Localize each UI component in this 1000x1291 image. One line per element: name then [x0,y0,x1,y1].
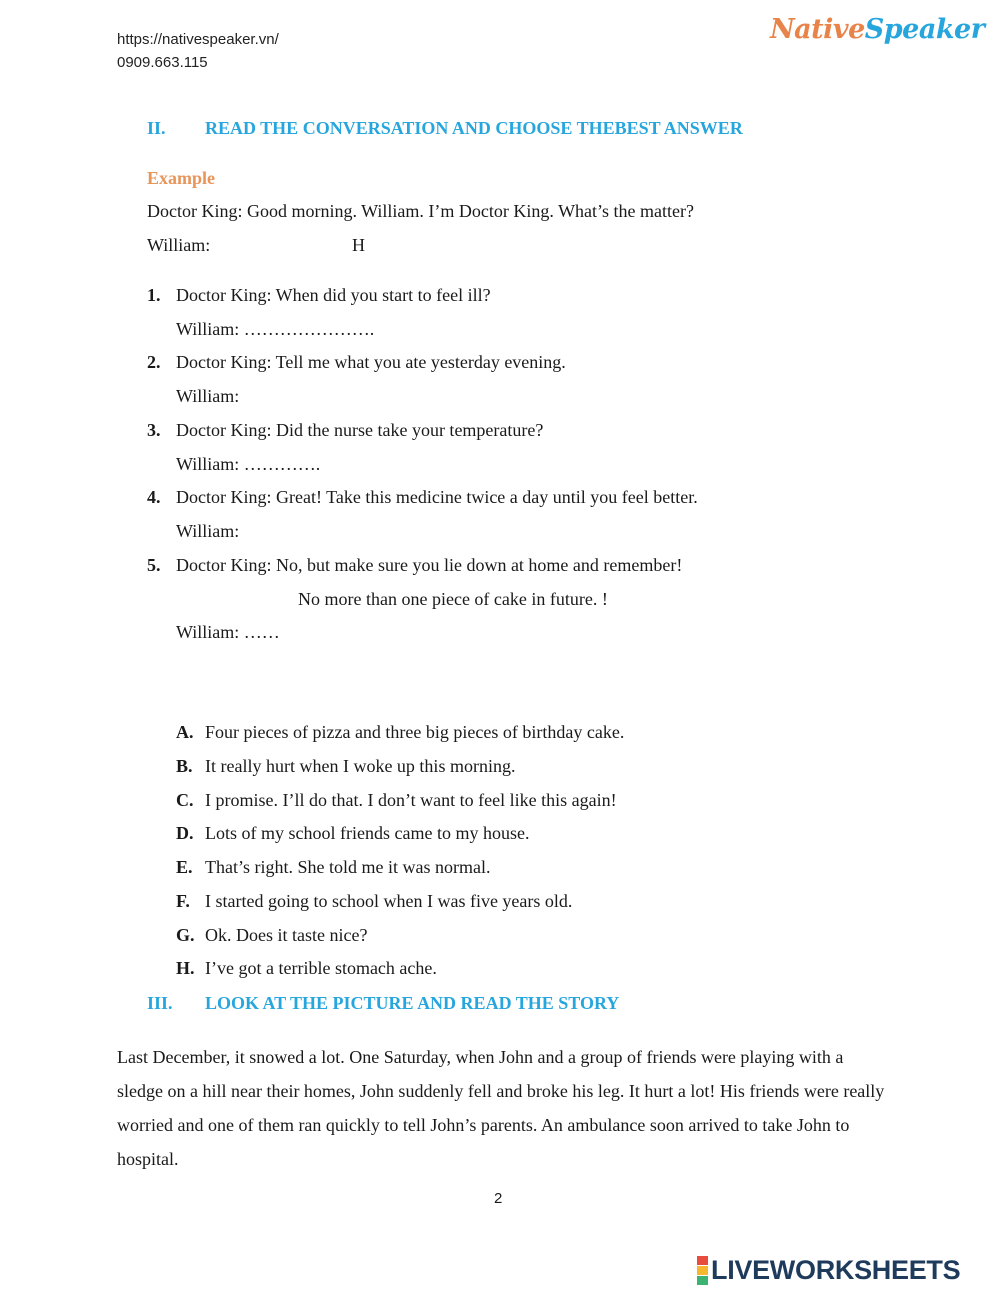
option-text: I promise. I’ll do that. I don’t want to feel like this again! [205,790,617,810]
logo-speaker: Speaker [864,14,985,45]
question-5 [0,555,1000,650]
question-4 [0,487,1000,547]
question-2 [0,352,1000,412]
question-doctor-continuation: No more than one piece of cake in future. ! [298,589,608,609]
option-letter: D. [176,823,194,843]
example-doctor-line: Doctor King: Good morning. William. I’m Doctor King. What’s the matter? [147,201,695,221]
option-text: It really hurt when I woke up this morning. [205,756,516,776]
logo-native: Native [770,14,865,45]
website-url: https://nativespeaker.vn/ [117,31,279,48]
question-doctor-line: Doctor King: Tell me what you ate yesterday evening. [176,352,566,372]
question-number: 5. [147,555,161,575]
question-answer-blank[interactable]: William: [176,386,240,406]
option-h [0,958,1000,984]
question-number: 4. [147,487,161,507]
question-doctor-line: Doctor King: Great! Take this medicine twice a day until you feel better. [176,487,698,507]
example-answer: H [352,235,365,255]
option-letter: H. [176,958,195,978]
option-f [0,891,1000,917]
question-number: 2. [147,352,161,372]
option-text: I’ve got a terrible stomach ache. [205,958,437,978]
liveworksheets-blocks-icon [697,1256,708,1285]
page-number: 2 [494,1190,503,1207]
section-title: READ THE CONVERSATION AND CHOOSE THEBEST ANSWER [205,118,743,138]
option-text: Four pieces of pizza and three big pieces of birthday cake. [205,722,625,742]
section-number: III. [147,993,173,1013]
question-3 [0,420,1000,480]
section-3-heading [147,993,847,1017]
question-doctor-line: Doctor King: When did you start to feel ill? [176,285,491,305]
option-letter: B. [176,756,193,776]
option-c [0,790,1000,816]
option-b [0,756,1000,782]
story-text: Last December, it snowed a lot. One Saturday, when John and a group of friends were playing with a sledge on a hill near their homes, John suddenly fell and broke his leg. It hurt a lot! His friends were really worried and one of them ran quickly to tell John’s parents. An ambulance soon arrived to take John to hospital. [117,1047,885,1169]
option-text: That’s right. She told me it was normal. [205,857,491,877]
native-speaker-logo [770,14,984,45]
option-letter: F. [176,891,190,911]
phone-number: 0909.663.115 [117,54,208,71]
question-answer-blank[interactable]: William: [176,521,240,541]
example-label: Example [147,168,216,188]
option-d [0,823,1000,849]
example-william-label: William: [147,235,211,255]
question-number: 3. [147,420,161,440]
option-text: Lots of my school friends came to my house. [205,823,530,843]
question-answer-blank[interactable]: William: …………. [176,454,321,474]
option-text: Ok. Does it taste nice? [205,925,368,945]
option-letter: G. [176,925,195,945]
question-doctor-line: Doctor King: Did the nurse take your temperature? [176,420,544,440]
option-letter: C. [176,790,194,810]
story-paragraph [117,1040,887,1176]
option-g [0,925,1000,951]
question-answer-blank[interactable]: William: …………………. [176,319,375,339]
option-text: I started going to school when I was five years old. [205,891,573,911]
section-title: LOOK AT THE PICTURE AND READ THE STORY [205,993,620,1013]
section-number: II. [147,118,166,138]
liveworksheets-logo [697,1255,960,1286]
option-letter: A. [176,722,194,742]
option-e [0,857,1000,883]
option-letter: E. [176,857,193,877]
section-2-heading [147,118,847,142]
option-a [0,722,1000,748]
question-1 [0,285,1000,345]
question-number: 1. [147,285,161,305]
question-answer-blank[interactable]: William: …… [176,622,280,642]
question-doctor-line: Doctor King: No, but make sure you lie down at home and remember! [176,555,683,575]
liveworksheets-wordmark: LIVEWORKSHEETS [711,1255,961,1285]
